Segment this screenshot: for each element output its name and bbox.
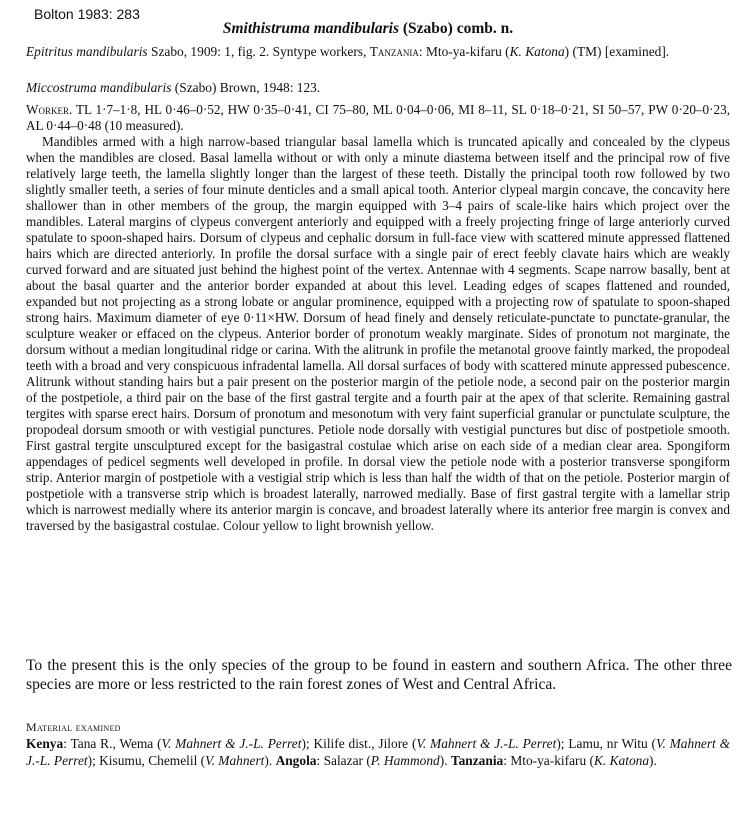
country-kenya: Kenya	[26, 736, 64, 751]
nomenclature-status: comb. n.	[456, 20, 514, 37]
collector-name: K. Katona	[593, 752, 650, 768]
worker-label: Worker.	[26, 102, 73, 117]
locality-text: : Tana R., Wema (	[63, 736, 162, 751]
citation-label: Bolton 1983: 283	[34, 6, 140, 22]
type-locality-country: Tanzania	[369, 44, 419, 59]
synonym-text: : Mto-ya-kifaru (	[418, 44, 510, 59]
distribution-paragraph: To the present this is the only species of the group to be found in eastern and southern Africa. The other three species are more or less restricted to the rain forest zones of West and Central Africa.	[26, 657, 732, 693]
synonym-text: Szabo, 1909: 1, fig. 2. Syntype workers,	[147, 44, 370, 59]
synonym-name: Miccostruma mandibularis	[26, 80, 172, 95]
locality-text: ).	[649, 752, 657, 768]
collector-name: P. Hammond	[370, 752, 440, 768]
worker-description-body: Mandibles armed with a high narrow-based triangular basal lamella which is truncated apically and concealed by the clypeus when the mandibles are closed. Basal lamella without or with only a minute diastema between itself and the principal row of five relatively large teeth, the lamella slightly longer than the largest of these teeth. Distally the principal tooth row followed by two slightly smaller teeth, a series of four minute denticles and a small apical tooth. Anterior clypeal margin concave, the concavity here shallower than in other members of the group, the margin equipped with 3–4 pairs of scale-like hairs which project over the mandibles. Lateral margins of clypeus convergent anteriorly and equipped with a freely projecting fringe of large anteriorly curved spatulate to spoon-shaped hairs. Dorsum of clypeus and cephalic dorsum in full-face view with scattered minute appressed flattened hairs which are directed anteriorly. In profile the dorsal surface with a single pair of erect feebly clavate hairs which are weakly curved forward and are situated just behind the highest point of the vertex. Antennae with 4 segments. Scape narrow basally, bent at about the basal quarter and the anterior border expanded at about this level. Leading edges of scapes flattened and rounded, expanded but not projecting as a strong lobate or angular prominence, equipped with a projecting row of spatulate to spoon-shaped strong hairs. Maximum diameter of eye 0·11×HW. Dorsum of head finely and densely reticulate-punctate to punctate-granular, the sculpture weaker or effaced on the clypeus. Anterior border of pronotum weakly marginate. Sides of pronotum not marginate, the dorsum without a median longitudinal ridge or carina. With the alitrunk in profile the metanotal groove faintly marked, the propodeal teeth with a broad and very conspicuous infradental lamella. All dorsal surfaces of body with scattered minute appressed pubescence. Alitrunk without standing hairs but a pair present on the posterior margin of the petiole node, a second pair on the posterior margin of the postpetiole, a third pair on the base of the first gastral tergite and a fourth pair at the apex of that sclerite. Remaining gastral tergites with sparse erect hairs. Dorsum of pronotum and mesonotum with very faint superficial granular or punctulate sculpture, the propodeal dorsum smooth or with vestigial punctures. Petiole node dorsally with vestigial punctures but disc of postpetiole smooth. First gastral tergite unsculptured except for the basigastral costulae which arise on each side of a median clear area. Spongiform appendages of pedicel segments well developed in profile. In dorsal view the petiole node with a posterior transverse spongiform strip. Anterior margin of postpetiole with a vestigial strip which is less than half the width of that on the petiole. Posterior margin of postpetiole with a transverse strip which is broadest laterally, narrowed medially. Base of first gastral tergite with a lamellar strip which is narrowest medially where its anterior margin is concave, and broadest laterally where its anterior free margin is convex and traversed by the basigastral costulae. Colour yellow to light brownish yellow.	[26, 134, 730, 533]
collector-name: V. Mahnert	[205, 752, 265, 768]
material-examined-heading: Material examined	[26, 720, 121, 734]
species-name: Smithistruma mandibularis	[222, 20, 400, 37]
synonym-entry	[26, 80, 736, 96]
species-author: (Szabo)	[402, 20, 453, 37]
locality-text: ).	[439, 752, 451, 768]
collector-name: V. Mahnert & J.-L. Perret	[416, 736, 557, 751]
country-angola: Angola	[275, 752, 317, 768]
synonym-text: (Szabo) Brown, 1948: 123.	[171, 80, 321, 95]
locality-text: ).	[264, 752, 276, 768]
locality-text: : Salazar (	[316, 752, 371, 768]
worker-description	[26, 102, 730, 534]
synonym-text: ) (TM) [examined].	[564, 44, 670, 59]
locality-text: ); Kisumu, Chemelil (	[87, 752, 206, 768]
material-examined-list	[26, 736, 730, 769]
country-tanzania: Tanzania	[450, 752, 504, 768]
worker-measurements: TL 1·7–1·8, HL 0·46–0·52, HW 0·35–0·41, CI 75–80, ML 0·04–0·06, MI 8–11, SL 0·18–0·21, SI 50–57, PW 0·20–0·23, AL 0·44–0·48 (10 measured).	[26, 102, 730, 133]
synonym-entry	[26, 44, 736, 60]
species-heading	[0, 20, 736, 38]
locality-text: ); Lamu, nr Witu (	[556, 736, 657, 751]
synonym-name: Epitritus mandibularis	[26, 44, 148, 59]
locality-text: ); Kilife dist., Jilore (	[301, 736, 417, 751]
collector-name: V. Mahnert & J.-L. Perret	[26, 736, 731, 768]
collector-name: V. Mahnert & J.-L. Perret	[161, 736, 302, 751]
collector-name: K. Katona	[509, 44, 565, 59]
locality-text: : Mto-ya-kifaru (	[503, 752, 594, 768]
